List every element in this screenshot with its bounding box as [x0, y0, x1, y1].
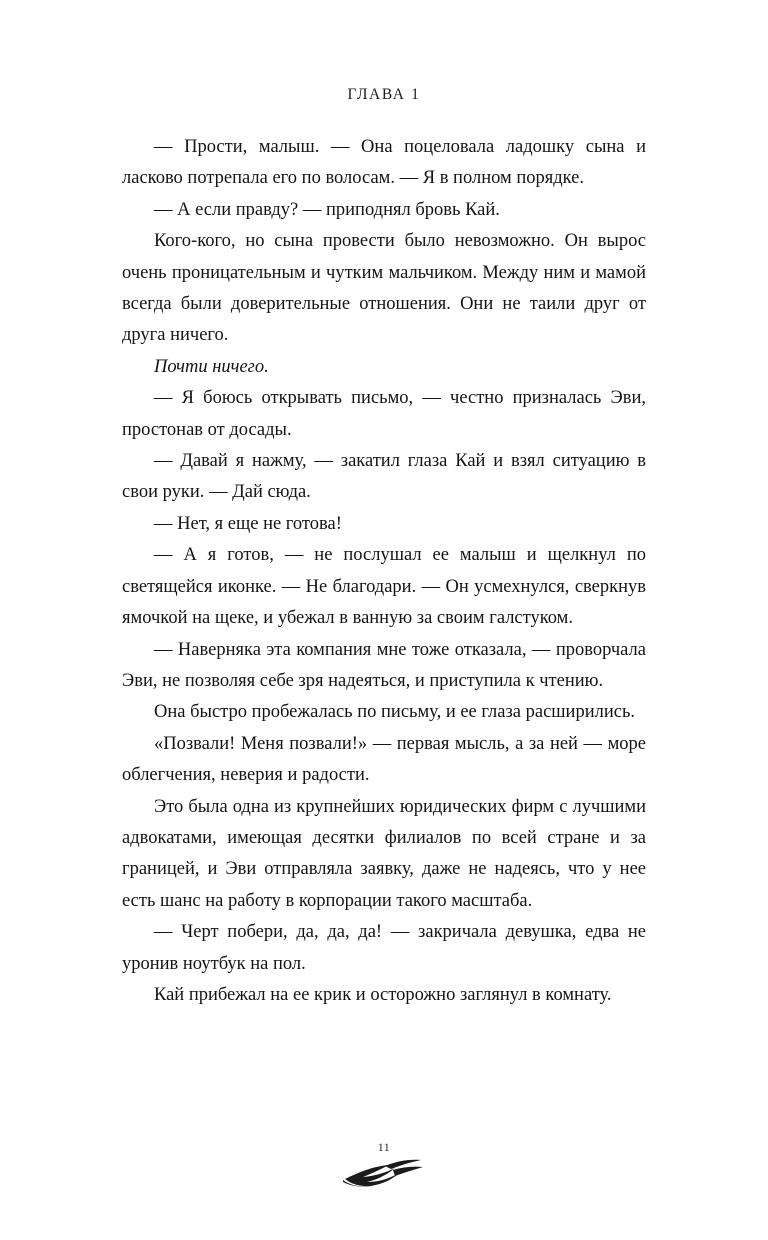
paragraph: — Нет, я еще не готова!	[154, 513, 342, 534]
paragraph: Кого-кого, но сына провести было невозможно. Он вырос очень проницательным и чутким мальчиком. Между ним и мамой всегда были доверительные отношения. Они не таили друг от друга ничего.	[122, 231, 646, 346]
paragraph: Почти ничего.	[154, 356, 269, 377]
paragraph: — Я боюсь открывать письмо, — честно призналась Эви, простонав от досады.	[122, 388, 646, 440]
paragraph: — Наверняка эта компания мне тоже отказала, — проворчала Эви, не позволяя себе зря надеяться, и приступила к чтению.	[122, 639, 646, 691]
paragraph: — А если правду? — приподнял бровь Кай.	[154, 199, 500, 220]
paragraph: — А я готов, — не послушал ее малыш и щелкнул по светящейся иконке. — Не благодари. — Он усмехнулся, сверкнув ямочкой на щеке, и убежал в ванную за своим галстуком.	[122, 545, 646, 629]
paragraph: — Давай я нажму, — закатил глаза Кай и взял ситуацию в свои руки. — Дай сюда.	[122, 451, 646, 503]
paragraph: Это была одна из крупнейших юридических фирм с лучшими адвокатами, имеющая десятки филиалов по всей стране и за границей, и Эви отправляла заявку, даже не надеясь, что у нее есть шанс на работу в корпорации такого масштаба.	[122, 796, 646, 911]
paragraph: — Прости, малыш. — Она поцеловала ладошку сына и ласково потрепала его по волосам. — Я в полном порядке.	[122, 137, 646, 189]
running-head: ГЛАВА 1	[347, 86, 421, 103]
paragraph: Она быстро пробежалась по письму, и ее глаза расширились.	[154, 702, 635, 723]
paragraph: Кай прибежал на ее крик и осторожно заглянул в комнату.	[154, 984, 612, 1005]
feather-ornament-icon	[0, 1158, 768, 1188]
paragraph: «Позвали! Меня позвали!» — первая мысль, а за ней — море облегчения, неверия и радости.	[122, 733, 646, 786]
body-text	[122, 132, 646, 1011]
paragraph: — Черт побери, да, да, да! — закричала девушка, едва не уронив ноутбук на пол.	[122, 922, 646, 974]
page-number: 11	[377, 1140, 391, 1154]
